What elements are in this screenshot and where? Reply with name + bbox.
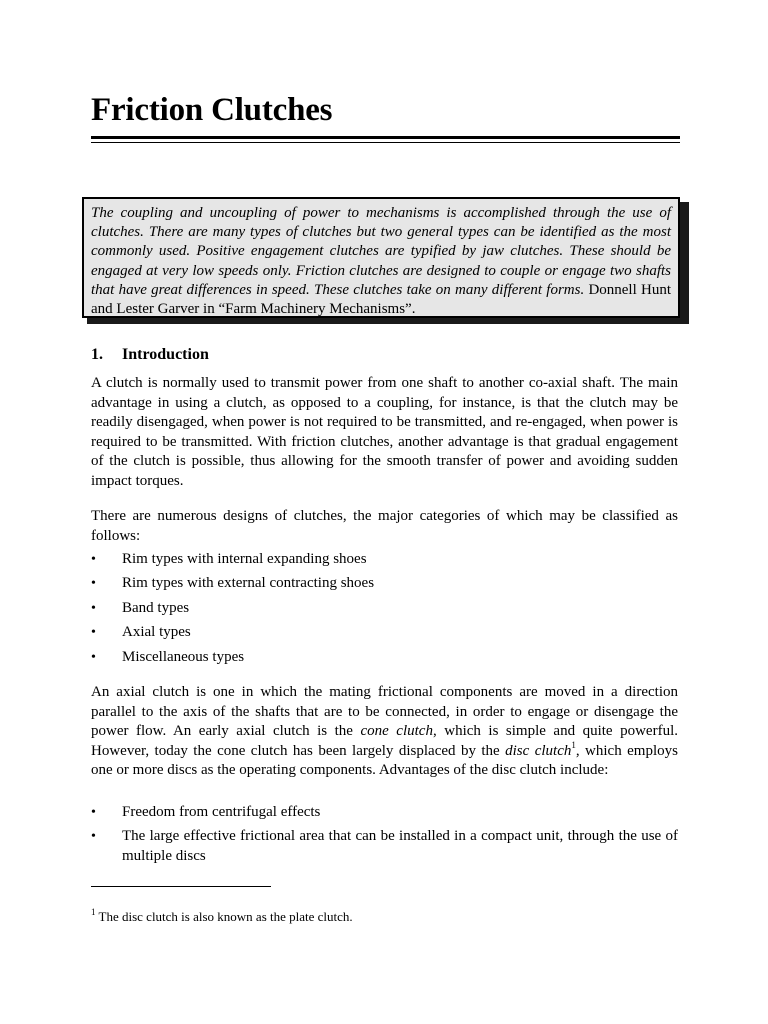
- bullet-icon: •: [91, 805, 96, 820]
- footnote-text: The disc clutch is also known as the plate clutch.: [98, 909, 353, 924]
- bullet-icon: •: [91, 576, 96, 592]
- quote-box: [82, 197, 680, 318]
- list-item: • Rim types with external contracting shoes: [91, 574, 678, 594]
- term-cone-clutch: cone clutch: [360, 723, 433, 740]
- section-title: Introduction: [122, 346, 209, 363]
- intro-paragraph-2: There are numerous designs of clutches, the major categories of which may be classified as follows:: [91, 508, 678, 544]
- footnote-separator: [91, 886, 271, 887]
- axial-clutch-paragraph: An axial clutch is one in which the mating frictional components are moved in a direction parallel to the axis of the shafts that are to be connected, in order to engage or disengage the power flow. An early axial clutch is the cone clutch, which is simple and quite powerful. However, today the cone clutch has been largely displaced by the disc clutch$^1$, which employs one or more discs as the operating components. Advantages of the disc clutch include:: [91, 684, 679, 779]
- bullet-icon: •: [91, 829, 96, 845]
- quote-attribution: Donnell Hunt and Lester Garver in “Farm Machinery Mechanisms”.: [91, 281, 671, 318]
- quote-text: The coupling and uncoupling of power to mechanisms is accomplished through the use of clutches. There are many types of clutches but two general types can be identified as the most commonly used. Positive engagement clutches are typified by jaw clutches. These should be engaged at very low speeds only. Friction clutches are designed to couple or engage two shafts that have great differences in speed. These clutches take on many different forms.: [91, 205, 671, 298]
- list-item: • Freedom from centrifugal effects: [91, 803, 678, 823]
- footnote: [91, 906, 353, 925]
- list-item: • Axial types: [91, 623, 678, 643]
- bullet-icon: •: [91, 552, 96, 567]
- list-item: • The large effective frictional area that can be installed in a compact unit, through the use of multiple discs: [91, 828, 678, 865]
- section-number: 1.: [91, 346, 103, 363]
- list-item: • Rim types with internal expanding shoes: [91, 550, 678, 570]
- footnote-marker: 1: [91, 906, 96, 917]
- intro-paragraph-1: A clutch is normally used to transmit power from one shaft to another co-axial shaft. The main advantage in using a clutch, as opposed to a coupling, for instance, is that the clutch may be readily disengaged, when power is not required to be transmitted, and re-engaged, when power is required to be transmitted. With friction clutches, another advantage is that gradual engagement of the clutch is possible, thus allowing for the smooth transfer of power and avoiding sudden impact torques.: [91, 375, 678, 489]
- title-rule-thin: [91, 142, 680, 143]
- bullet-icon: •: [91, 649, 96, 665]
- clutch-categories-list: [91, 550, 678, 672]
- list-item: • Band types: [91, 599, 678, 619]
- disc-clutch-advantages-list: [91, 803, 678, 872]
- list-item: • Miscellaneous types: [91, 648, 678, 668]
- page-title: Friction Clutches: [91, 92, 333, 128]
- bullet-icon: •: [91, 625, 96, 641]
- section-heading: [91, 346, 209, 364]
- term-disc-clutch: disc clutch: [505, 742, 572, 759]
- bullet-icon: •: [91, 600, 96, 616]
- footnote-reference[interactable]: 1: [571, 739, 576, 750]
- title-rule-thick: [91, 136, 680, 139]
